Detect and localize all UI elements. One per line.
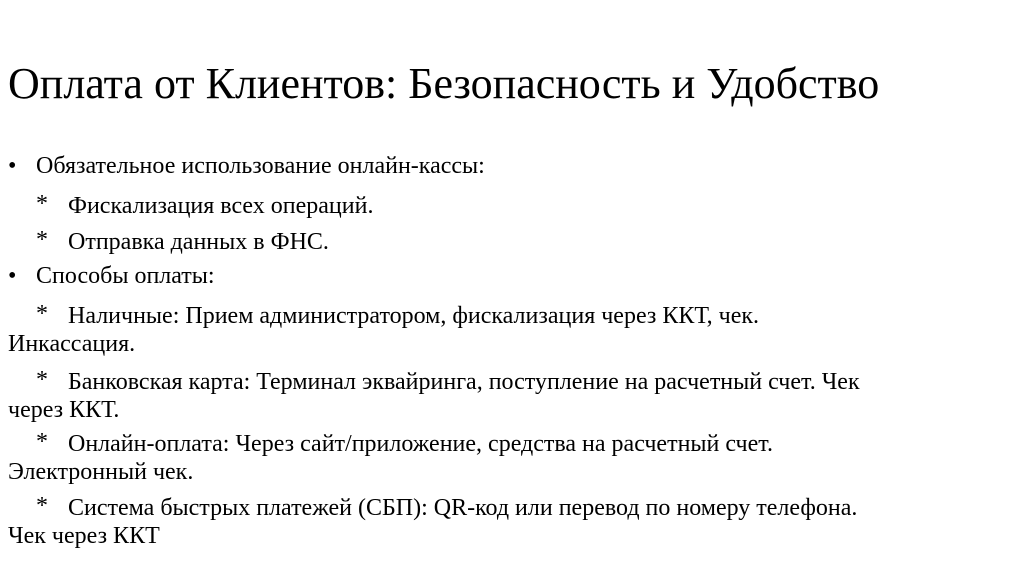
- sub-bullet-icon: *: [36, 191, 48, 217]
- list-item-cash-line2: Инкассация.: [8, 331, 136, 357]
- list-item-cash-line1: Наличные: Прием администратором, фискализация через ККТ, чек.: [68, 303, 760, 329]
- sub-bullet-icon: *: [36, 493, 48, 519]
- sub-bullet-icon: *: [36, 367, 48, 393]
- sub-bullet-icon: *: [36, 227, 48, 253]
- bullet-icon: •: [8, 263, 17, 289]
- section-heading-online-cashbox: Обязательное использование онлайн-кассы:: [36, 153, 485, 179]
- list-item-online-line1: Онлайн-оплата: Через сайт/приложение, средства на расчетный счет.: [68, 431, 773, 457]
- sub-bullet-icon: *: [36, 301, 48, 327]
- list-item-fiscalization: Фискализация всех операций.: [68, 193, 374, 219]
- slide-title: Оплата от Клиентов: Безопасность и Удобство: [8, 59, 880, 108]
- list-item-sbp-line2: Чек через ККТ: [8, 523, 160, 549]
- list-item-sbp-line1: Система быстрых платежей (СБП): QR-код или перевод по номеру телефона.: [68, 495, 858, 521]
- section-heading-payment-methods: Способы оплаты:: [36, 263, 215, 289]
- list-item-fns-data: Отправка данных в ФНС.: [68, 229, 329, 255]
- sub-bullet-icon: *: [36, 429, 48, 455]
- bullet-icon: •: [8, 153, 17, 179]
- list-item-card-line2: через ККТ.: [8, 397, 120, 423]
- list-item-card-line1: Банковская карта: Терминал эквайринга, поступление на расчетный счет. Чек: [68, 369, 860, 395]
- list-item-online-line2: Электронный чек.: [8, 459, 194, 485]
